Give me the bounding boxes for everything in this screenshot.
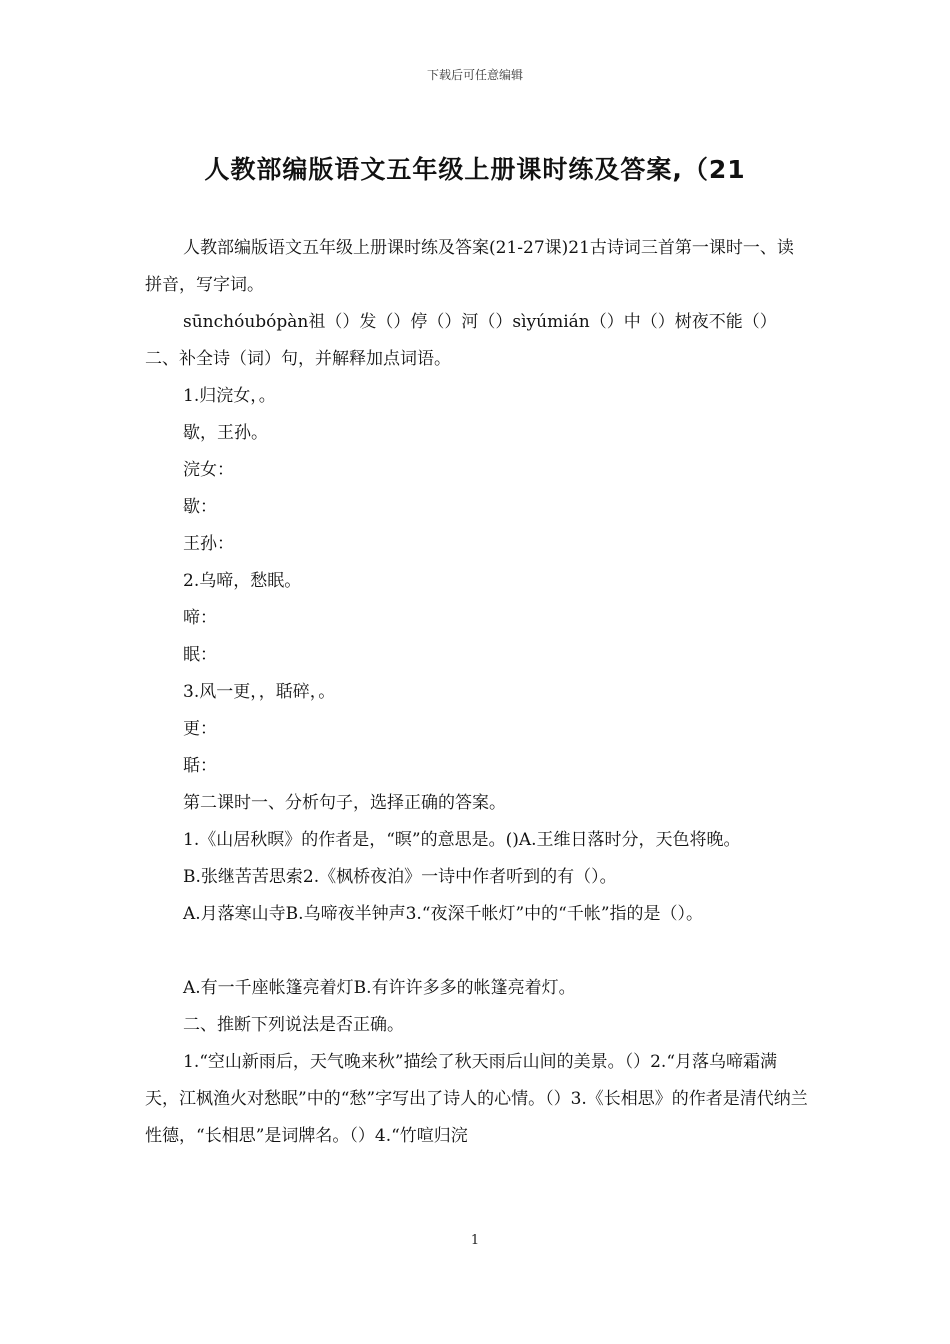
paragraph-pinyin: sūnchóubópàn祖（）发（）停（）河（）sìyúmián（）中（）树夜不能（）二、补全诗（词）句，并解释加点词语。 xyxy=(145,312,777,369)
paragraph-item: 3.风一更，，聒碎，。 xyxy=(183,682,336,702)
paragraph-item: 眠： xyxy=(183,645,217,665)
paragraph-intro: 人教部编版语文五年级上册课时练及答案(21-27课)21古诗词三首第一课时一、读拼音，写字词。 xyxy=(145,238,794,295)
paragraph-item: 王孙： xyxy=(183,534,234,554)
header-note: 下载后可任意编辑 xyxy=(426,68,523,82)
document-title: 人教部编版语文五年级上册课时练及答案,（21 xyxy=(204,155,746,184)
paragraph-item: 1.归浣女，。 xyxy=(183,386,276,406)
paragraph-section-two: 第二课时一、分析句子，选择正确的答案。 xyxy=(183,793,506,813)
paragraph-item: 2.乌啼，愁眠。 xyxy=(183,571,302,591)
paragraph-judgement: 1.“空山新雨后，天气晚来秋”描绘了秋天雨后山间的美景。（）2.“月落乌啼霜满天，江枫渔火对愁眠”中的“愁”字写出了诗人的心情。（）3.《长相思》的作者是清代纳兰性德，“长相思”是词牌名。（）4.“竹喧归浣 xyxy=(145,1052,808,1146)
paragraph-question: A.月落寒山寺B.乌啼夜半钟声3.“夜深千帐灯”中的“千帐”指的是（）。 xyxy=(183,904,704,924)
page-number: 1 xyxy=(470,1233,480,1248)
paragraph-question: A.有一千座帐篷亮着灯B.有许许多多的帐篷亮着灯。 xyxy=(183,978,576,998)
paragraph-item: 啼： xyxy=(183,608,217,628)
paragraph-item: 歇： xyxy=(183,497,217,517)
paragraph-section-heading: 二、推断下列说法是否正确。 xyxy=(183,1015,404,1035)
blank-line xyxy=(145,933,810,970)
paragraph-question: B.张继苦苦思索2.《枫桥夜泊》一诗中作者听到的有（）。 xyxy=(183,867,617,887)
paragraph-item: 更： xyxy=(183,719,217,739)
paragraph-item: 浣女： xyxy=(183,460,234,480)
paragraph-item: 歇，王孙。 xyxy=(183,423,268,443)
paragraph-question: 1.《山居秋暝》的作者是，“暝”的意思是。()A.王维日落时分，天色将晚。 xyxy=(183,830,741,850)
paragraph-item: 聒： xyxy=(183,756,217,776)
document-body xyxy=(145,230,810,1155)
